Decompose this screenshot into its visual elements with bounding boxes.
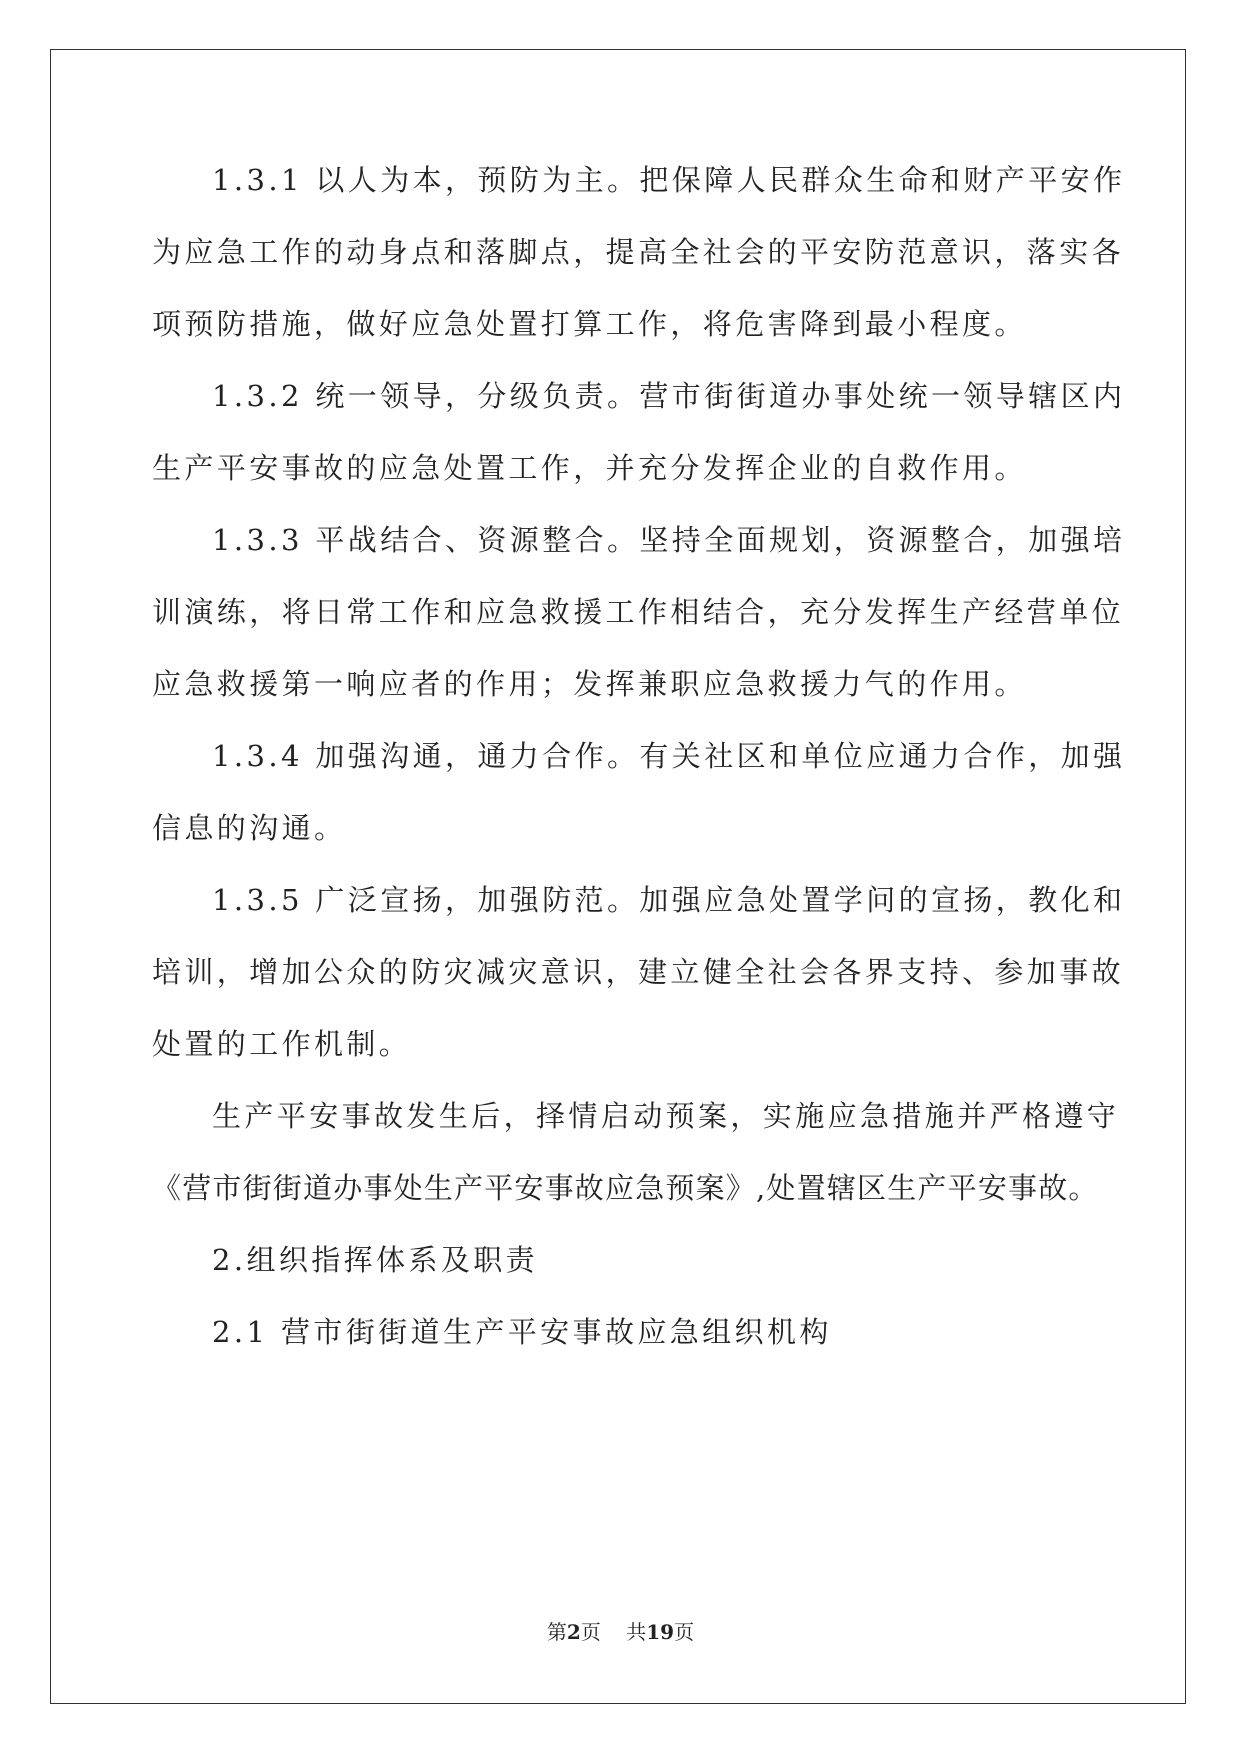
footer-page-number: 2 [566,1620,581,1644]
text-line-8: 应急救援第一响应者的作用；发挥兼职应急救援力气的作用。 [152,667,1027,701]
text-line-9: 1.3.4 加强沟通，通力合作。有关社区和单位应通力合作，加强 [212,739,1126,773]
text-line-1: 1.3.1 以人为本，预防为主。把保障人民群众生命和财产平安作 [212,163,1126,197]
page-border [50,49,1186,1704]
text-line-6: 1.3.3 平战结合、资源整合。坚持全面规划，资源整合，加强培 [212,523,1126,557]
footer-total-suffix: 页 [674,1620,695,1644]
text-line-11: 1.3.5 广泛宣扬，加强防范。加强应急处置学问的宣扬，教化和 [212,883,1126,917]
footer-page-prefix: 第 [546,1620,567,1644]
text-line-2: 为应急工作的动身点和落脚点，提高全社会的平安防范意识，落实各 [152,235,1125,269]
footer-page-suffix: 页 [580,1620,601,1644]
text-line-7: 训演练，将日常工作和应急救援工作相结合，充分发挥生产经营单位 [152,595,1125,629]
text-line-13: 处置的工作机制。 [152,1027,412,1061]
page-footer [0,1616,1241,1645]
text-line-10: 信息的沟通。 [152,811,347,845]
text-line-15: 《营市街街道办事处生产平安事故应急预案》,处置辖区生产平安事故。 [152,1171,1099,1205]
text-line-14: 生产平安事故发生后，择情启动预案，实施应急措施并严格遵守 [212,1099,1120,1133]
text-line-5: 生产平安事故的应急处置工作，并充分发挥企业的自救作用。 [152,451,1027,485]
footer-total-number: 19 [646,1620,675,1644]
subsection-heading-2-1: 2.1 营市街街道生产平安事故应急组织机构 [212,1315,832,1349]
text-line-3: 项预防措施，做好应急处置打算工作，将危害降到最小程度。 [152,307,1027,341]
text-line-4: 1.3.2 统一领导，分级负责。营市街街道办事处统一领导辖区内 [212,379,1126,413]
footer-total-prefix: 共 [626,1620,647,1644]
section-heading-2: 2.组织指挥体系及职责 [212,1243,539,1277]
text-line-12: 培训，增加公众的防灾减灾意识，建立健全社会各界支持、参加事故 [152,955,1125,989]
